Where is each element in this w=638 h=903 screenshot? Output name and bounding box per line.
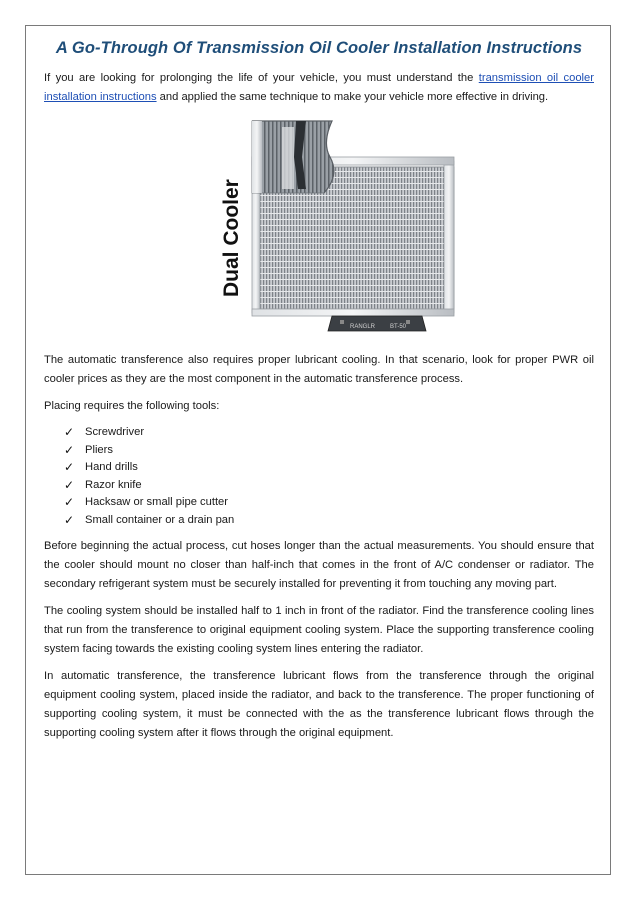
- document-title: A Go-Through Of Transmission Oil Cooler Installation Instructions: [55, 39, 583, 57]
- check-icon: ✓: [64, 477, 75, 492]
- list-item: [64, 512, 594, 530]
- document-body: [44, 37, 594, 751]
- cooling-paragraph: The cooling system should be installed half to 1 inch in front of the radiator. Find the transference cooling lines that run from the transference to original equipment cooling system. Place the supporting transference cooling system facing towards the existing cooling system lines entering the radiator.: [44, 605, 594, 655]
- hoses-paragraph: Before beginning the actual process, cut hoses longer than the actual measurements. You should ensure that the cooler should mount no closer than half-inch that comes in the front of A/C condenser or radiator. The secondary refrigerant system must be securely installed for preventing it from touching any moving part.: [44, 540, 594, 590]
- check-icon: ✓: [64, 512, 75, 527]
- tool-label: Razor knife: [85, 478, 142, 491]
- list-item: [64, 442, 594, 460]
- tool-label: Small container or a drain pan: [85, 513, 235, 526]
- tool-label: Hand drills: [85, 461, 138, 473]
- dual-cooler-label: Dual Cooler: [220, 179, 243, 297]
- bracket-model-text: BT-50: [390, 324, 407, 330]
- list-item: [64, 424, 594, 442]
- list-item: [64, 494, 594, 512]
- tool-label: Pliers: [85, 443, 113, 456]
- tool-label: Hacksaw or small pipe cutter: [85, 496, 229, 508]
- lubricant-paragraph: The automatic transference also requires proper lubricant cooling. In that scenario, look for proper PWR oil cooler prices as they are the most component in the automatic transference process.: [44, 354, 594, 385]
- installation-instructions-link[interactable]: transmission oil cooler installation instructions: [44, 72, 594, 103]
- bracket-brand-text: RANGLR: [350, 324, 376, 330]
- flow-paragraph: In automatic transference, the transference lubricant flows from the transference through the original equipment cooling system, placed inside the radiator, and back to the transference. The proper functioning of supporting cooling system, it must be connected with the as the transference lubricant flows through the supporting cooling system after it flows through the original equipment.: [44, 670, 594, 739]
- check-icon: ✓: [64, 495, 75, 509]
- check-icon: ✓: [64, 460, 75, 474]
- list-item: [64, 459, 594, 477]
- tool-label: Screwdriver: [85, 426, 145, 438]
- intro-text-after: and applied the same technique to make your vehicle more effective in driving.: [156, 91, 549, 103]
- tools-intro: Placing requires the following tools:: [44, 400, 220, 412]
- check-icon: ✓: [64, 442, 75, 457]
- dual-cooler-figure: [44, 117, 594, 339]
- oil-cooler-image: [212, 117, 460, 339]
- intro-text-before: If you are looking for prolonging the life of your vehicle, you must understand the: [44, 72, 479, 84]
- check-icon: ✓: [64, 425, 75, 439]
- intro-paragraph: [44, 69, 594, 107]
- list-item: [64, 477, 594, 495]
- tools-list: [44, 424, 594, 529]
